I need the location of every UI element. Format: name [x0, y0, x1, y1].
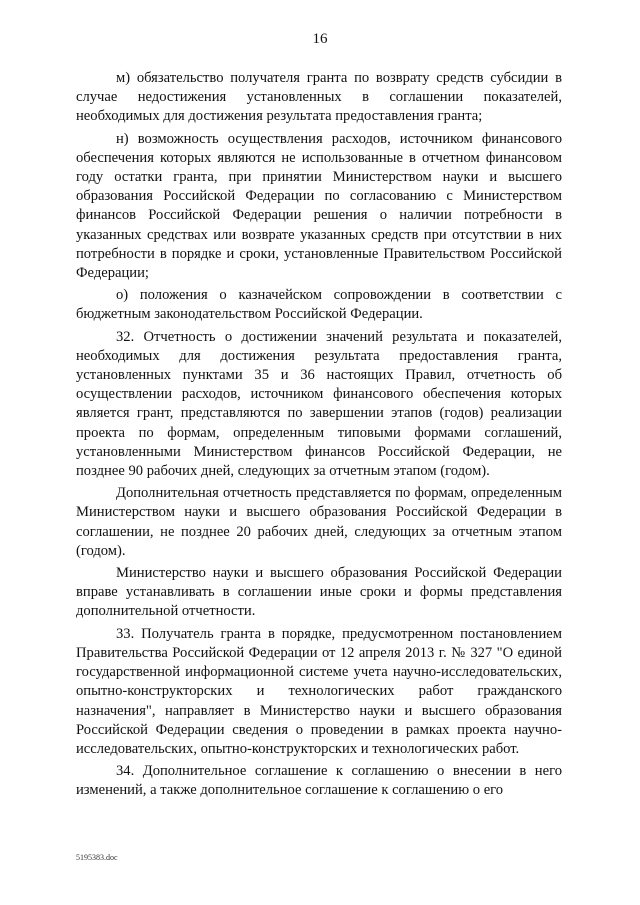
- paragraph-item-o: о) положения о казначейском сопровождении в соответствии с бюджетным законодательством Российской Федерации.: [76, 287, 562, 323]
- paragraph-item-n: н) возможность осуществления расходов, источником финансового обеспечения которых являются не использованные в отчетном финансовом году остатки гранта, при принятии Министерством науки и высшего образования Российской Федерации по согласованию с Министерством финансов Российской Федерации решения о наличии потребности в указанных средствах или возврате указанных средств при отсутствии в них потребности в порядке и сроки, установленные Правительством Российской Федерации;: [76, 130, 562, 282]
- paragraph-clause-34: 34. Дополнительное соглашение к соглашению о внесении в него изменений, а также дополнительное соглашение к соглашению о его: [76, 763, 562, 799]
- paragraph-item-m: м) обязательство получателя гранта по возврату средств субсидии в случае недостижения установленных в соглашении показателей, необходимых для достижения результата предоставления гранта;: [76, 70, 562, 125]
- page-number: 16: [312, 31, 328, 47]
- footer-file-name: 5195383.doc: [76, 853, 118, 862]
- paragraph-additional-reporting: Дополнительная отчетность представляется по формам, определенным Министерством науки и высшего образования Российской Федерации в соглашении, не позднее 20 рабочих дней, следующих за отчетным этапом (годом).: [76, 485, 562, 559]
- paragraph-clause-33: 33. Получатель гранта в порядке, предусмотренном постановлением Правительства Российской Федерации от 12 апреля 2013 г. № 327 "О единой государственной информационной системе учета научно-исследовательских, опытно-конструкторских и технологических работ гражданского назначения", направляет в Министерство науки и высшего образования Российской Федерации сведения о проведении в рамках проекта научно-исследовательских, опытно-конструкторских и технологических работ.: [76, 625, 562, 757]
- paragraph-ministry-rights: Министерство науки и высшего образования Российской Федерации вправе устанавливать в соглашении иные сроки и формы представления дополнительной отчетности.: [76, 565, 562, 620]
- document-body: [76, 69, 562, 804]
- paragraph-clause-32: 32. Отчетность о достижении значений результата и показателей, необходимых для достижения результата предоставления гранта, установленных пунктами 35 и 36 настоящих Правил, отчетность об осуществлении расходов, источником финансового обеспечения которых является грант, представляются по завершении этапов (годов) реализации проекта по формам, определенным типовыми формами соглашений, установленными Министерством финансов Российской Федерации, не позднее 90 рабочих дней, следующих за отчетным этапом (годом).: [76, 328, 562, 480]
